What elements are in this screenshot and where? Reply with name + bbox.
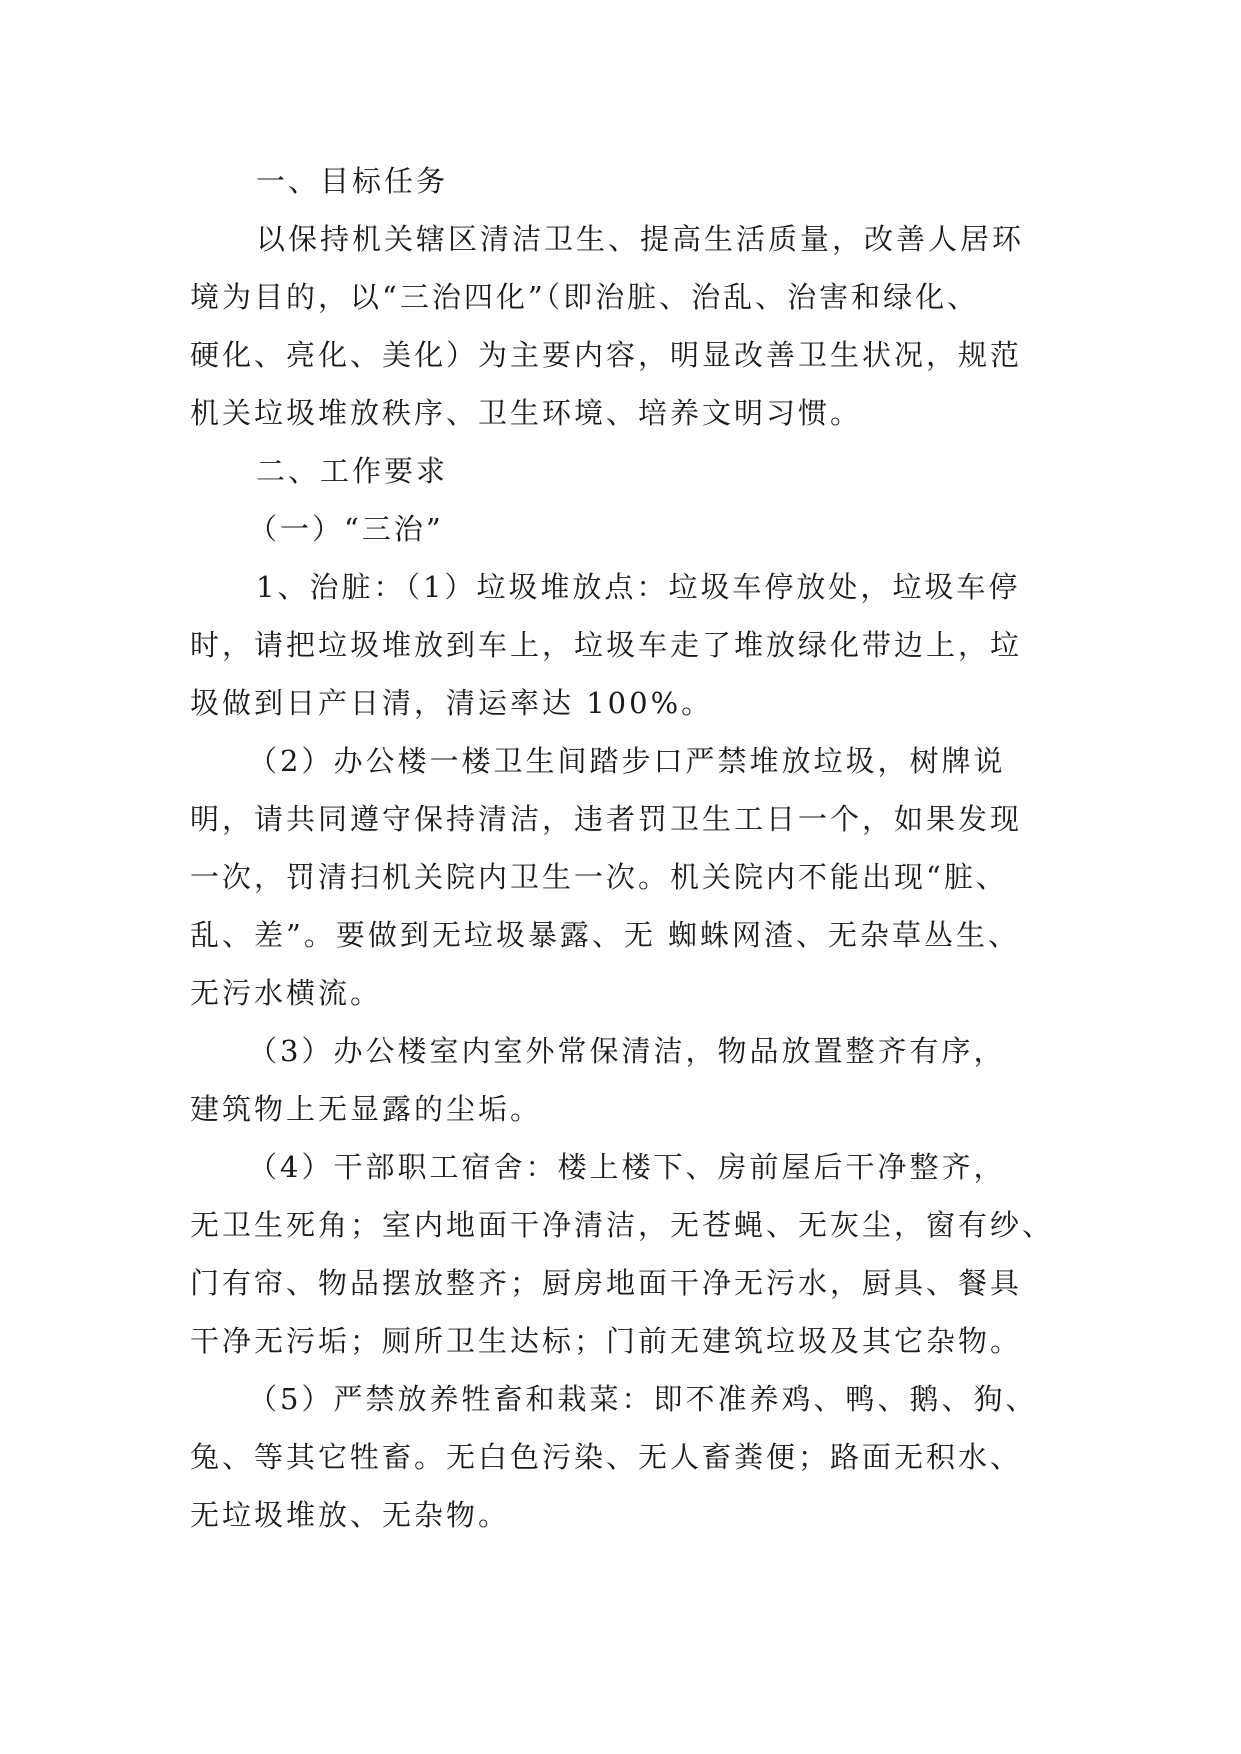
section-heading-requirements: 二、工作要求: [256, 454, 449, 488]
text-line: 圾做到日产日清，清运率达 100%。: [190, 686, 714, 720]
text-line: 无污水横流。: [190, 976, 383, 1010]
paragraph-item-2: [190, 732, 1060, 1022]
text-line: （3）办公楼室内室外常保清洁，物品放置整齐有序，: [248, 1034, 1006, 1068]
text-line: 硬化、亮化、美化）为主要内容，明显改善卫生状况，规范: [190, 338, 1023, 372]
text-line: 时，请把垃圾堆放到车上，垃圾车走了堆放绿化带边上，垃: [190, 628, 1023, 662]
text-line: 机关垃圾堆放秩序、卫生环境、培养文明习惯。: [190, 396, 863, 430]
paragraph-item-3: [190, 1022, 1060, 1138]
text-line: 兔、等其它牲畜。无白色污染、无人畜粪便；路面无积水、: [190, 1440, 1023, 1474]
text-line: （2）办公楼一楼卫生间踏步口严禁堆放垃圾，树牌说: [248, 744, 1006, 778]
text-line: 乱、差”。要做到无垃圾暴露、无 蜘蛛网渣、无杂草丛生、: [190, 918, 1021, 952]
text-line: 无卫生死角；室内地面干净清洁，无苍蝇、无灰尘，窗有纱、: [190, 1208, 1055, 1242]
subsection-heading-three-treatments: （一）“三治”: [248, 512, 444, 546]
text-line: 以保持机关辖区清洁卫生、提高生活质量，改善人居环: [256, 222, 1025, 256]
text-line: 1、治脏：（1）垃圾堆放点：垃圾车停放处，垃圾车停: [256, 570, 1021, 604]
text-line: 一次，罚清扫机关院内卫生一次。机关院内不能出现“脏、: [190, 860, 1008, 894]
text-line: 明，请共同遵守保持清洁，违者罚卫生工日一个，如果发现: [190, 802, 1023, 836]
text-line: 建筑物上无显露的尘垢。: [190, 1092, 543, 1126]
text-line: （4）干部职工宿舍：楼上楼下、房前屋后干净整齐，: [248, 1150, 1006, 1184]
paragraph-goals: [190, 210, 1060, 442]
text-line: 门有帘、物品摆放整齐；厨房地面干净无污水，厨具、餐具: [190, 1266, 1023, 1300]
text-line: 干净无污垢；厕所卫生达标；门前无建筑垃圾及其它杂物。: [190, 1324, 1023, 1358]
text-line: 境为目的，以“三治四化”（即治脏、治乱、治害和绿化、: [190, 280, 980, 314]
section-heading-goals: 一、目标任务: [256, 164, 449, 198]
paragraph-item-5: [190, 1370, 1060, 1544]
text-line: 无垃圾堆放、无杂物。: [190, 1498, 511, 1532]
text-line: （5）严禁放养牲畜和栽菜：即不准养鸡、鸭、鹅、狗、: [248, 1382, 1038, 1416]
document-body: [190, 152, 1060, 1544]
paragraph-item-4: [190, 1138, 1060, 1370]
paragraph-item-1: [190, 558, 1060, 732]
